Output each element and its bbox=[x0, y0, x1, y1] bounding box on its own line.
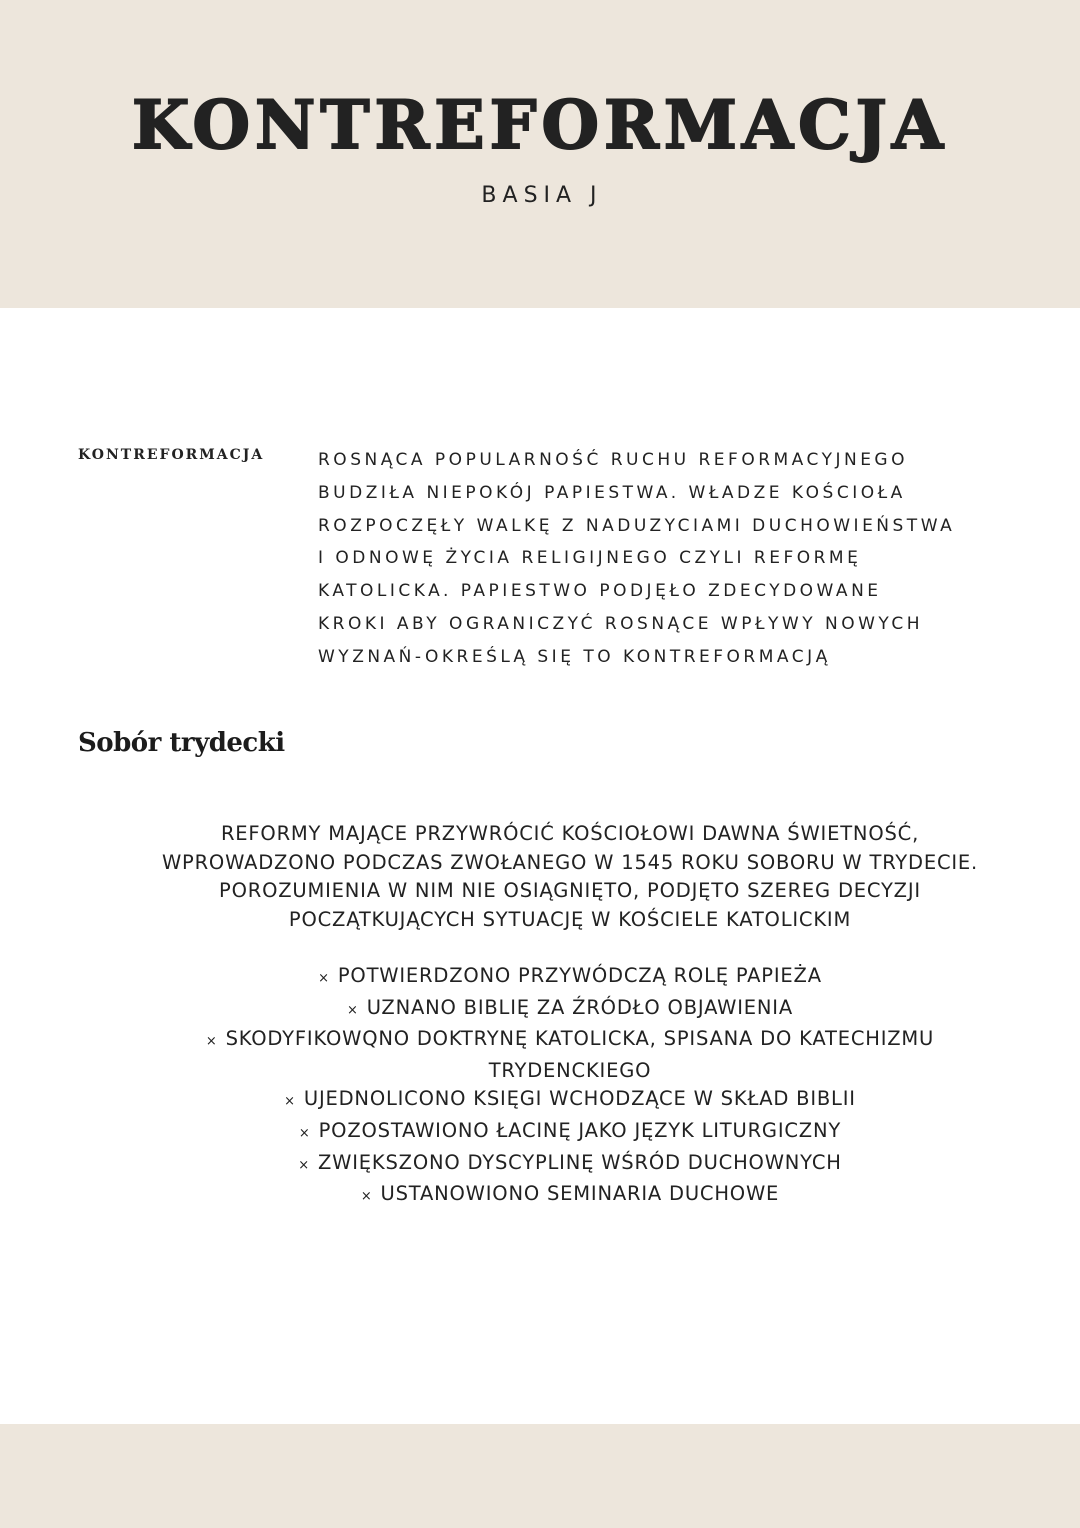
list-item-continuation bbox=[0, 1057, 1080, 1086]
list-item-text: USTANOWIONO SEMINARIA DUCHOWE bbox=[380, 1182, 780, 1206]
list-item-text: ZWIĘKSZONO DYSCYPLINĘ WŚRÓD DUCHOWNYCH bbox=[318, 1150, 842, 1174]
bullet-x-icon: × bbox=[346, 1002, 359, 1018]
definition-line: I ODNOWĘ ŻYCIA RELIGIJNEGO CZYLI REFORMĘ bbox=[318, 548, 862, 569]
definition-body bbox=[318, 444, 955, 674]
bullet-x-icon: × bbox=[284, 1094, 296, 1110]
definition-term: KONTREFORMACJA bbox=[78, 447, 265, 463]
bullet-x-icon: × bbox=[318, 971, 330, 986]
list-item-text: POZOSTAWIONO ŁACINĘ JAKO JĘZYK LITURGICZNY bbox=[318, 1118, 842, 1142]
intro-line: REFORMY MAJĄCE PRZYWRÓCIĆ KOŚCIOŁOWI DAWNA ŚWIETNOŚĆ, bbox=[220, 822, 920, 845]
list-item bbox=[0, 994, 1080, 1026]
definition-line: KATOLICKA. PAPIESTWO PODJĘŁO ZDECYDOWANE bbox=[318, 581, 882, 602]
definition-line: KROKI ABY OGRANICZYĆ ROSNĄCE WPŁYWY NOWYCH bbox=[318, 613, 923, 634]
bullet-x-icon: × bbox=[205, 1034, 218, 1050]
list-item-text: TRYDENCKIEGO bbox=[488, 1058, 652, 1082]
definition-line: ROZPOCZĘŁY WALKĘ Z NADUZYCIAMI DUCHOWIEŃSTWA bbox=[318, 515, 956, 536]
intro-line: POROZUMIENIA W NIM NIE OSIĄGNIĘTO, PODJĘTO SZEREG DECYZJI bbox=[219, 879, 921, 903]
list-item bbox=[0, 962, 1080, 994]
list-item-text: UJEDNOLICONO KSIĘGI WCHODZĄCE W SKŁAD BIBLII bbox=[303, 1087, 856, 1111]
list-item bbox=[0, 1149, 1080, 1181]
definition-line: BUDZIŁA NIEPOKÓJ PAPIESTWA. WŁADZE KOŚCIOŁA bbox=[318, 482, 906, 503]
list-item-text: POTWIERDZONO PRZYWÓDCZĄ ROLĘ PAPIEŻA bbox=[337, 964, 822, 987]
list-item-text: SKODYFIKOWQNO DOKTRYNĘ KATOLICKA, SPISANA DO KATECHIZMU bbox=[225, 1027, 935, 1051]
footer-band bbox=[0, 1424, 1080, 1528]
list-item bbox=[0, 1085, 1080, 1117]
definition-line: ROSNĄCA POPULARNOŚĆ RUCHU REFORMACYJNEGO bbox=[318, 450, 908, 470]
list-item bbox=[0, 1025, 1080, 1057]
definition-line: WYZNAŃ-OKREŚLĄ SIĘ TO KONTREFORMACJĄ bbox=[318, 646, 831, 667]
list-item-text: UZNANO BIBLIĘ ZA ŹRÓDŁO OBJAWIENIA bbox=[366, 995, 793, 1019]
list-item bbox=[0, 1180, 1080, 1212]
intro-line: WPROWADZONO PODCZAS ZWOŁANEGO W 1545 ROKU SOBORU W TRYDECIE. bbox=[161, 850, 979, 874]
page-title: KONTREFORMACJA bbox=[131, 86, 949, 164]
section-intro bbox=[0, 820, 1080, 934]
author-name: BASIA J bbox=[481, 183, 603, 208]
bullet-x-icon: × bbox=[298, 1125, 311, 1141]
bullet-x-icon: × bbox=[360, 1189, 373, 1205]
intro-line: POCZĄTKUJĄCYCH SYTUACJĘ W KOŚCIELE KATOLICKIM bbox=[288, 907, 852, 931]
bullet-list bbox=[0, 962, 1080, 1212]
section-heading: Sobór trydecki bbox=[78, 728, 285, 758]
list-item bbox=[0, 1117, 1080, 1149]
bullet-x-icon: × bbox=[298, 1157, 310, 1173]
